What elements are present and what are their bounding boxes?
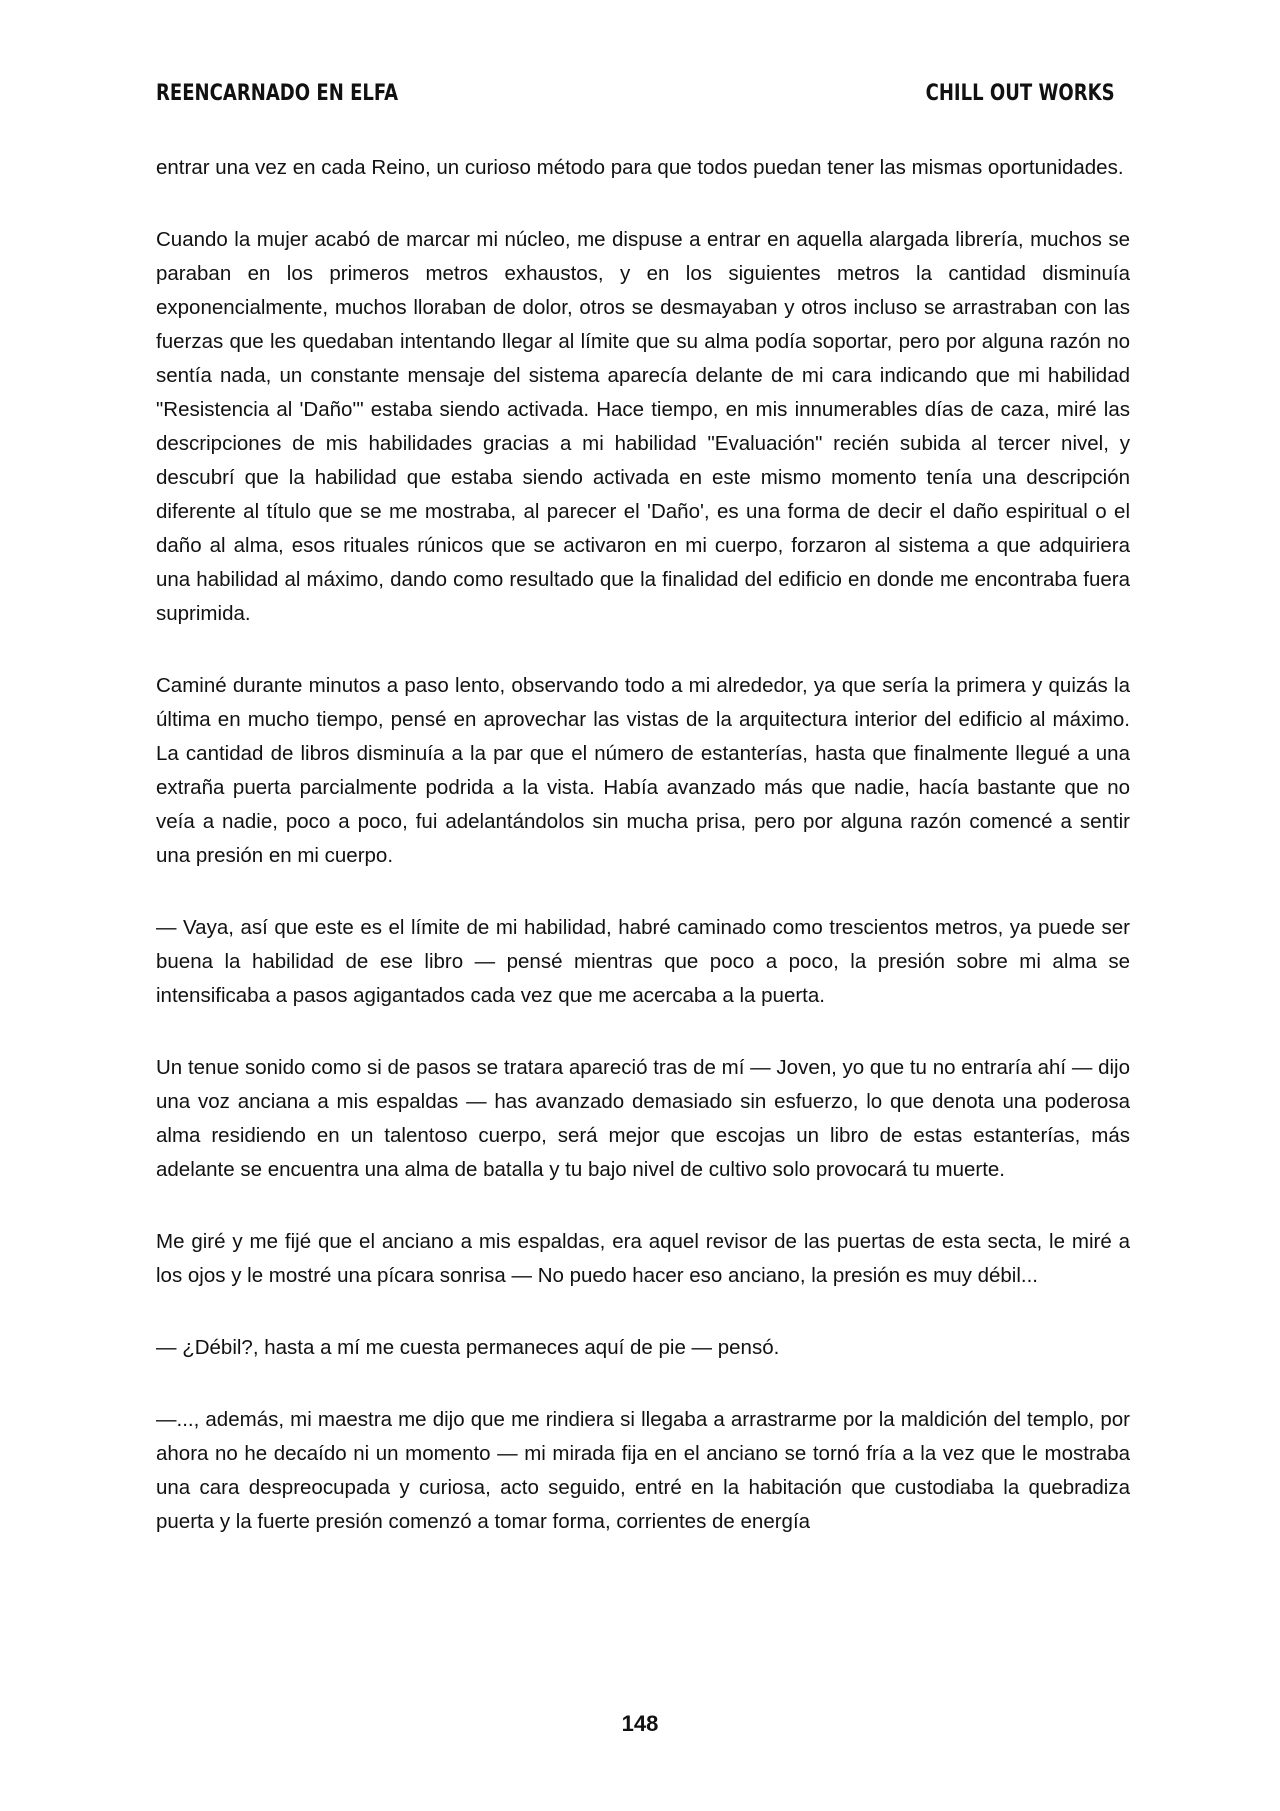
page-number: 148 [621,1711,659,1736]
paragraph: — Vaya, así que este es el límite de mi habilidad, habré caminado como trescientos metros, ya puede ser buena la habilidad de ese libro — pensé mientras que poco a poco, la presión sobre mi alma se intensificaba a pasos agigantados cada vez que me acercaba a la puerta. [156,916,1130,1007]
paragraph: Caminé durante minutos a paso lento, observando todo a mi alrededor, ya que sería la primera y quizás la última en mucho tiempo, pensé en aprovechar las vistas de la arquitectura interior del edificio al máximo. La cantidad de libros disminuía a la par que el número de estanterías, hasta que finalmente llegué a una extraña puerta parcialmente podrida a la vista. Había avanzado más que nadie, hacía bastante que no veía a nadie, poco a poco, fui adelantándolos sin mucha prisa, pero por alguna razón comencé a sentir una presión en mi cuerpo. [156,674,1130,867]
book-title: REENCARNADO EN ELFA [156,80,399,106]
paragraph: Un tenue sonido como si de pasos se tratara apareció tras de mí — Joven, yo que tu no entraría ahí — dijo una voz anciana a mis espaldas — has avanzado demasiado sin esfuerzo, lo que denota una poderosa alma residiendo en un talentoso cuerpo, será mejor que escojas un libro de estas estanterías, más adelante se encuentra una alma de batalla y tu bajo nivel de cultivo solo provocará tu muerte. [156,1056,1130,1181]
paragraph: —..., además, mi maestra me dijo que me rindiera si llegaba a arrastrarme por la maldición del templo, por ahora no he decaído ni un momento — mi mirada fija en el anciano se tornó fría a la vez que le mostraba una cara despreocupada y curiosa, acto seguido, entré en la habitación que custodiaba la quebradiza puerta y la fuerte presión comenzó a tomar forma, corrientes de energía [156,1408,1130,1533]
publisher-name: CHILL OUT WORKS [925,80,1115,106]
paragraph: — ¿Débil?, hasta a mí me cuesta permaneces aquí de pie — pensó. [156,1336,780,1359]
paragraph: entrar una vez en cada Reino, un curioso método para que todos puedan tener las mismas oportunidades. [156,156,1124,179]
paragraph: Me giré y me fijé que el anciano a mis espaldas, era aquel revisor de las puertas de esta secta, le miré a los ojos y le mostré una pícara sonrisa — No puedo hacer eso anciano, la presión es muy débil... [156,1230,1130,1287]
body-text [156,151,1130,1577]
page-header [156,76,1115,110]
paragraph: Cuando la mujer acabó de marcar mi núcleo, me dispuse a entrar en aquella alargada librería, muchos se paraban en los primeros metros exhaustos, y en los siguientes metros la cantidad disminuía exponencialmente, muchos lloraban de dolor, otros se desmayaban y otros incluso se arrastraban con las fuerzas que les quedaban intentando llegar al límite que su alma podía soportar, pero por alguna razón no sentía nada, un constante mensaje del sistema aparecía delante de mi cara indicando que mi habilidad "Resistencia al 'Daño'" estaba siendo activada. Hace tiempo, en mis innumerables días de caza, miré las descripciones de mis habilidades gracias a mi habilidad "Evaluación" recién subida al tercer nivel, y descubrí que la habilidad que estaba siendo activada en este mismo momento tenía una descripción diferente al título que se me mostraba, al parecer el 'Daño', es una forma de decir el daño espiritual o el daño al alma, esos rituales rúnicos que se activaron en mi cuerpo, forzaron al sistema a que adquiriera una habilidad al máximo, dando como resultado que la finalidad del edificio en donde me encontraba fuera suprimida. [156,228,1130,625]
